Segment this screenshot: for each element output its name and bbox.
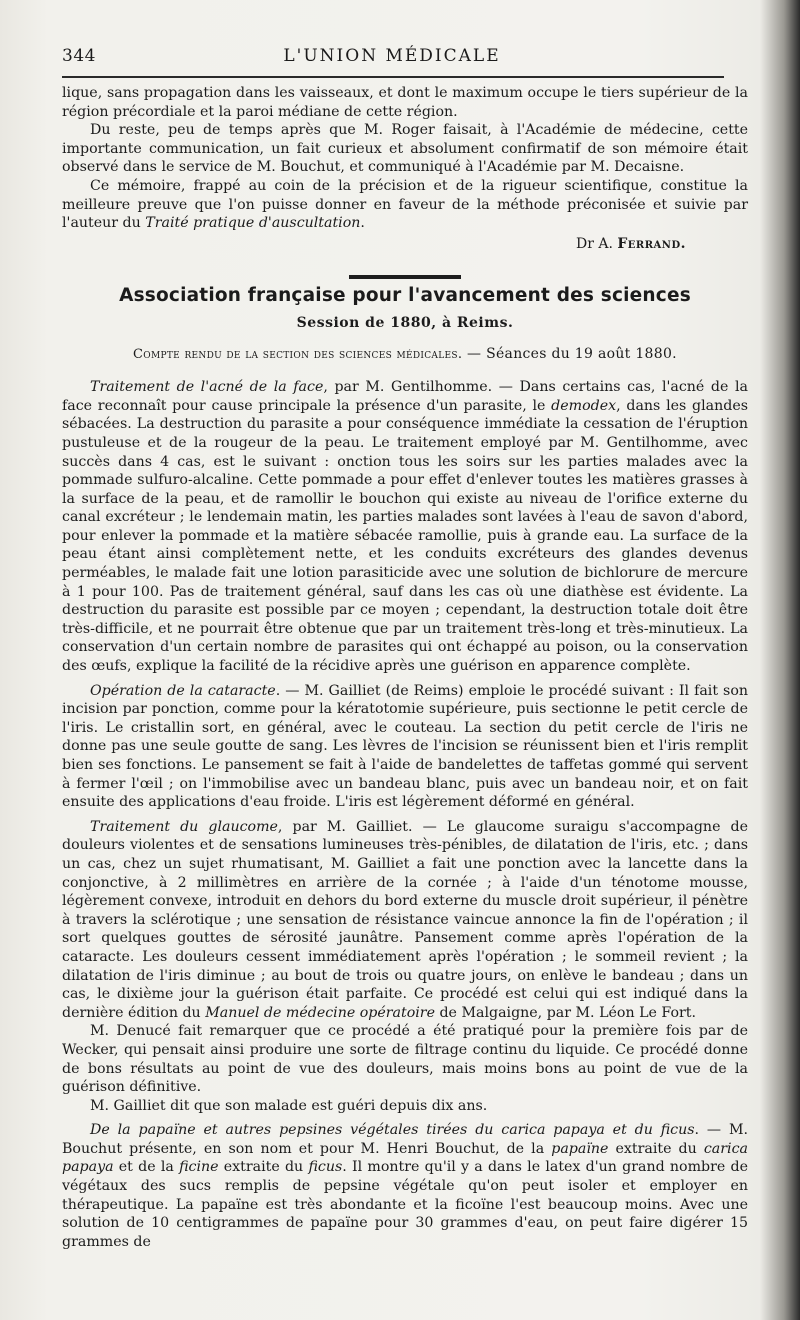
page-header (62, 46, 722, 70)
glaucome-remark-2: M. Gailliet dit que son malade est guéri depuis dix ans. (90, 1097, 488, 1114)
article-title: Traitement du glaucome (90, 818, 278, 835)
article-papaine: De la papaïne et autres pepsines végétales tirées du carica papaya et du ficus. — M. Bouchut présente, en son nom et pour M. Henri Bouchut, de la papaïne extraite du carica papaya et de la ficine extraite du ficus. Il montre qu'il y a dans le latex d'un grand nombre de végétaux des sucs remplis de pepsine végétale qu'on peut isoler et employer en thérapeutique. La papaïne est très abondante et la ficoïne l'est beaucoup moins. Avec une solution de 10 centigrammes de papaïne pour 30 grammes d'eau, on peut faire digérer 15 grammes de (62, 1122, 748, 1250)
author-signature: Dr A. Ferrand. (575, 235, 686, 252)
article-title: Opération de la cataracte (90, 682, 276, 699)
page-body (62, 84, 748, 1251)
intro-paragraph-2: Du reste, peu de temps après que M. Roger faisait, à l'Académie de médecine, cette importante communication, un fait curieux et absolument confirmatif de son mémoire était observé dans le service de M. Bouchut, et communiqué à l'Académie par M. Decaisne. (62, 122, 748, 176)
header-rule (62, 76, 724, 78)
glaucome-remark-1: M. Denucé fait remarquer que ce procédé a été pratiqué pour la première fois par de Wecker, qui pensait ainsi produire une sorte de filtrage continu du liquide. Ce procédé donne de bons résultats au point de vue des douleurs, mais moins bons au point de vue de la guérison définitive. (62, 1023, 748, 1096)
session-heading: Session de 1880, à Reims. (296, 314, 514, 331)
report-heading: Compte rendu de la section des sciences médicales. — Séances du 19 août 1880. (133, 345, 677, 362)
section-title: Association française pour l'avancement des sciences (119, 285, 691, 307)
book-title: Traité pratique d'auscultation (145, 215, 361, 232)
journal-title: L'UNION MÉDICALE (283, 46, 501, 66)
intro-paragraph-3: Ce mémoire, frappé au coin de la précision et de la rigueur scientifique, constitue la meilleure preuve que l'on puisse donner en faveur de la méthode préconisée et suivie par l'auteur du Traité pratique d'auscultation. (62, 177, 748, 232)
article-title: Traitement de l'acné de la face (90, 379, 324, 396)
article-acne: Traitement de l'acné de la face, par M. Gentilhomme. — Dans certains cas, l'acné de la face reconnaît pour cause principale la présence d'un parasite, le demodex, dans les glandes sébacées. La destruction du parasite a pour conséquence immédiate la cessation de l'éruption pustuleuse et de la rougeur de la peau. Le traitement employé par M. Gentilhomme, avec succès dans 4 cas, est le suivant : onction tous les soirs sur les parties malades avec la pommade sulfuro-alcaline. Cette pommade a pour effet d'enlever toutes les matières grasses à la surface de la peau, et de ramollir le bouchon qui existe au niveau de l'orifice externe du canal excréteur ; le lendemain matin, les parties malades sont lavées à l'eau de savon d'abord, pour enlever la pommade et la matière sébacée ramollie, puis à grande eau. La surface de la peau étant ainsi complètement nette, et les conduits excréteurs des glandes devenus perméables, le malade fait une lotion parasiticide avec une solution de bichlorure de mercure à 1 pour 100. Pas de traitement général, sauf dans les cas où une diathèse est évidente. La destruction du parasite est possible par ce moyen ; cependant, la destruction totale doit être très-difficile, et ne pourrait être obtenue que par un traitement très-long et très-minutieux. La conservation d'un certain nombre de parasites qui ont échappé au poison, ou la conservation des œufs, explique la facilité de la récidive après une guérison en apparence complète. (62, 379, 749, 675)
article-glaucome: Traitement du glaucome, par M. Gailliet. — Le glaucome suraigu s'accompagne de douleurs violentes et de sensations lumineuses très-pénibles, de dilatation de l'iris, etc. ; dans un cas, chez un sujet rhumatisant, M. Gailliet a fait une ponction avec la lancette dans la conjonctive, à 2 millimètres en arrière de la cornée ; à l'aide d'un ténotome mousse, légèrement convexe, introduit en dehors du bord externe du muscle droit supérieur, il pénètre à travers la sclérotique ; une sensation de résistance vaincue annonce la fin de l'opération ; il sort quelques gouttes de sérosité jaunâtre. Pansement comme après l'opération de la cataracte. Les douleurs cessent immédiatement après l'opération ; le sommeil revient ; la dilatation de l'iris diminue ; au bout de trois ou quatre jours, on enlève le bandeau ; dans un cas, le dixième jour la guérison était parfaite. Ce procédé est celui qui est indiqué dans la dernière édition du Manuel de médecine opératoire de Malgaigne, par M. Léon Le Fort. (62, 818, 748, 1021)
article-cataracte: Opération de la cataracte. — M. Gailliet (de Reims) emploie le procédé suivant : Il fait son incision par ponction, comme pour la kératotomie supérieure, puis sectionne le petit cercle de l'iris. Le cristallin sort, en général, avec le couteau. La section du petit cercle de l'iris ne donne pas une seule goutte de sang. Les lèvres de l'incision se réunissent bien et l'iris remplit bien ses fonctions. Le pansement se fait à l'aide de bandelettes de taffetas gommé qui servent à fermer l'œil ; on l'immobilise avec un bandeau blanc, puis avec un bandeau noir, et on fait ensuite des applications d'eau froide. L'iris est légèrement déformé en général. (62, 682, 749, 811)
page-number: 344 (62, 46, 96, 66)
section-separator (349, 275, 461, 279)
intro-paragraph-1: lique, sans propagation dans les vaisseaux, et dont le maximum occupe le tiers supérieur de la région précordiale et la paroi médiane de cette région. (62, 85, 748, 120)
article-title: De la papaïne et autres pepsines végétales tirées du carica papaya et du ficus (90, 1122, 695, 1139)
